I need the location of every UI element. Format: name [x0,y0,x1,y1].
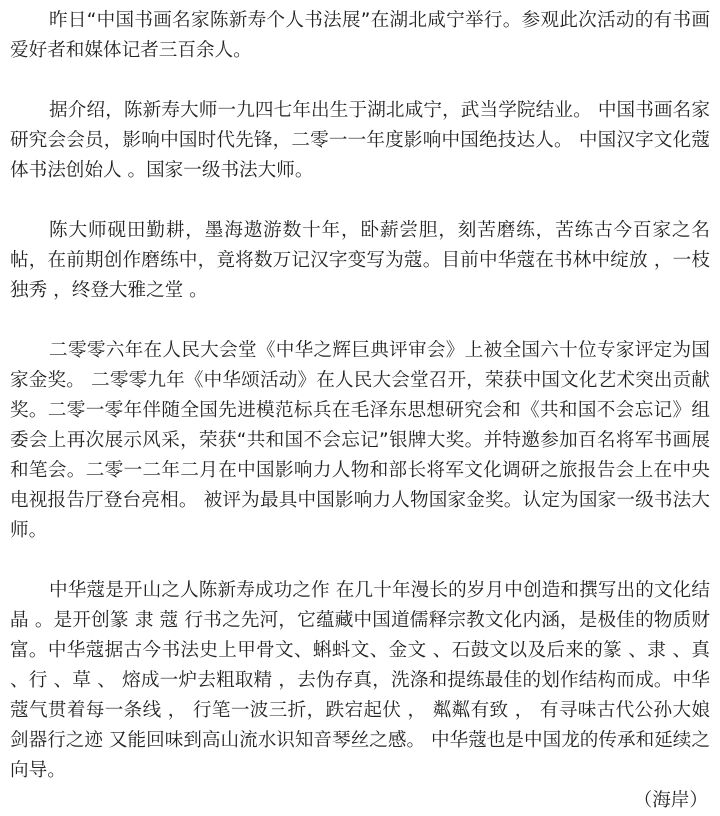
article-body [10,6,710,816]
paragraph-artist-biography: 据介绍，陈新寿大师一九四七年出生于湖北咸宁，武当学院结业。 中国书画名家研究会会员，影响中国时代先锋，二零一一年度影响中国绝技达人。 中国汉字文化蔻体书法创始人 。国家一级书法大师。 [10,100,710,181]
paragraph-artist-practice: 陈大师砚田勤耕，墨海遨游数十年，卧薪尝胆，刻苦磨练，苦练古今百家之名帖，在前期创作磨练中，竟将数万记汉字变写为蔻。目前中华蔻在书林中绽放 ，一枝独秀 ，终登大雅之堂 。 [10,220,710,301]
paragraph-zhonghua-kou: 中华蔻是开山之人陈新寿成功之作 在几十年漫长的岁月中创造和撰写出的文化结晶 。是开创篆 隶 蔻 行书之先河，它蕴藏中国道儒释宗教文化内涵，是极佳的物质财富。中华蔻据古今书法史上甲骨文、蝌蚪文、金文 、石鼓文以及后来的篆 、隶 、真 、行 、草 、 熔成一炉去粗取精 ，去伪存真，洗涤和提练最佳的划作结构而成。中华蔻气贯着每一条线 ， 行笔一波三折，跌宕起伏 ， 粼粼有致 ， 有寻味古代公孙大娘剑器行之迹 又能回味到高山流水识知音琴丝之感。 中华蔻也是中国龙的传承和延续之向导。 [10,580,710,781]
paragraph-awards: 二零零六年在人民大会堂《中华之辉巨典评审会》上被全国六十位专家评定为国家金奖。 二零零九年《中华颂活动》在人民大会堂召开，荣获中国文化艺术突出贡献奖。二零一零年伴随全国先进模范标兵在毛泽东思想研究会和《共和国不会忘记》组委会上再次展示风采，荣获“共和国不会忘记”银牌大奖。并特邀参加百名将军书画展和笔会。二零一二年二月在中国影响力人物和部长将军文化调研之旅报告会上在中央电视报告厅登台亮相。 被评为最具中国影响力人物国家金奖。认定为国家一级书法大师。 [10,340,710,541]
byline: （海岸） [633,790,708,811]
paragraph-exhibition-intro: 昨日“中国书画名家陈新寿个人书法展”在湖北咸宁举行。参观此次活动的有书画爱好者和媒体记者三百余人。 [10,10,710,61]
